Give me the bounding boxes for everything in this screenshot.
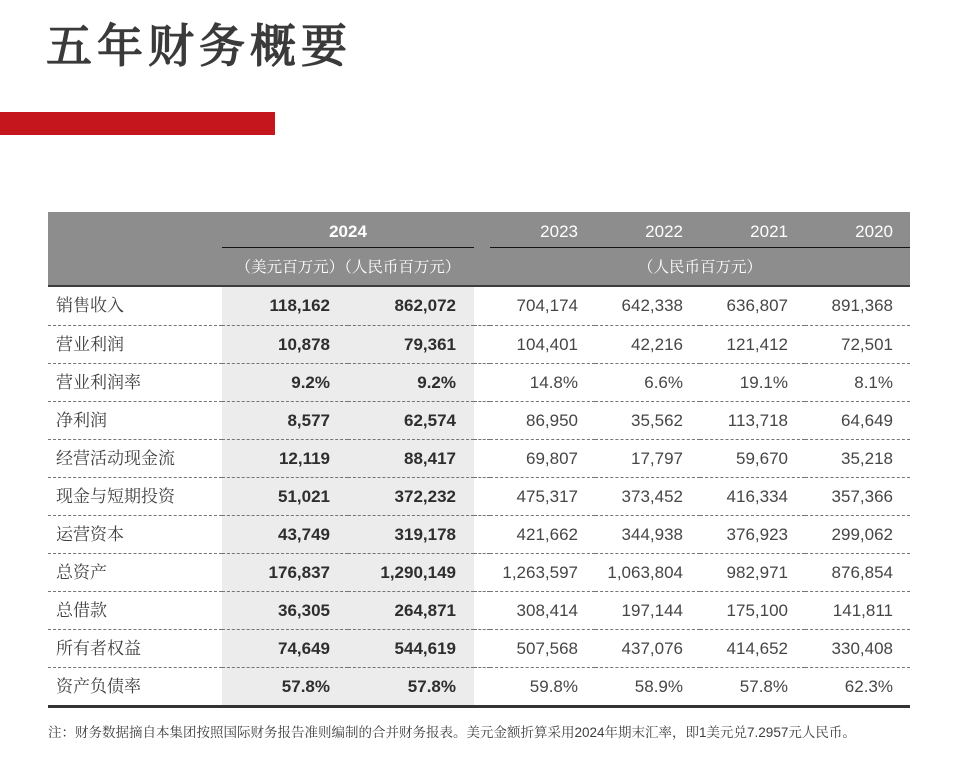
- cell-2022: 437,076: [595, 629, 700, 667]
- table-body: [48, 287, 910, 708]
- cell-2022: 6.6%: [595, 363, 700, 401]
- footnote: 注：财务数据摘自本集团按照国际财务报告准则编制的合并财务报表。美元金额折算采用2024年期末汇率，即1美元兑7.2957元人民币。: [48, 725, 856, 740]
- header-prior-unit: （人民币百万元）: [637, 259, 762, 276]
- cell-2024-usd: 57.8%: [222, 667, 348, 705]
- cell-2020: 8.1%: [805, 363, 910, 401]
- cell-2022: 58.9%: [595, 667, 700, 705]
- cell-2023: 69,807: [490, 439, 595, 477]
- cell-2024-rmb: 862,072: [348, 287, 474, 325]
- table-row: [48, 515, 910, 553]
- cell-2021: 414,652: [700, 629, 805, 667]
- row-label: 资产负债率: [48, 667, 222, 705]
- row-label: 现金与短期投资: [48, 477, 222, 515]
- table-row: [48, 439, 910, 477]
- table-row: [48, 553, 910, 591]
- table-row: [48, 629, 910, 667]
- cell-2024-rmb: 88,417: [348, 439, 474, 477]
- cell-2021: 59,670: [700, 439, 805, 477]
- row-label: 营业利润率: [48, 363, 222, 401]
- cell-2022: 42,216: [595, 325, 700, 363]
- table-header: [48, 212, 910, 287]
- column-gap: [474, 629, 490, 667]
- cell-2024-usd: 12,119: [222, 439, 348, 477]
- cell-2021: 113,718: [700, 401, 805, 439]
- row-label: 总借款: [48, 591, 222, 629]
- cell-2024-usd: 118,162: [222, 287, 348, 325]
- header-current-units: [222, 253, 474, 283]
- cell-2023: 14.8%: [490, 363, 595, 401]
- cell-2024-usd: 74,649: [222, 629, 348, 667]
- table-row: [48, 287, 910, 325]
- header-year-2023: 2023: [540, 222, 578, 241]
- cell-2021: 19.1%: [700, 363, 805, 401]
- column-gap: [474, 363, 490, 401]
- cell-2022: 344,938: [595, 515, 700, 553]
- cell-2021: 175,100: [700, 591, 805, 629]
- cell-2020: 141,811: [805, 591, 910, 629]
- header-rmb-unit: （人民币百万元）: [344, 259, 461, 276]
- cell-2024-rmb: 62,574: [348, 401, 474, 439]
- cell-2024-rmb: 79,361: [348, 325, 474, 363]
- header-year-2022: 2022: [645, 222, 683, 241]
- table-row: [48, 401, 910, 439]
- cell-2024-rmb: 57.8%: [348, 667, 474, 705]
- cell-2021: 982,971: [700, 553, 805, 591]
- row-label: 净利润: [48, 401, 222, 439]
- cell-2024-rmb: 9.2%: [348, 363, 474, 401]
- cell-2024-rmb: 1,290,149: [348, 553, 474, 591]
- cell-2020: 330,408: [805, 629, 910, 667]
- header-prior-years: [490, 219, 910, 245]
- cell-2024-rmb: 264,871: [348, 591, 474, 629]
- cell-2024-usd: 9.2%: [222, 363, 348, 401]
- column-gap: [474, 287, 490, 325]
- cell-2022: 197,144: [595, 591, 700, 629]
- table-row: [48, 477, 910, 515]
- header-current-year: 2024: [329, 222, 367, 241]
- table-row: [48, 363, 910, 401]
- cell-2022: 17,797: [595, 439, 700, 477]
- cell-2024-rmb: 544,619: [348, 629, 474, 667]
- cell-2024-rmb: 372,232: [348, 477, 474, 515]
- table-row: [48, 325, 910, 363]
- cell-2020: 64,649: [805, 401, 910, 439]
- row-label: 所有者权益: [48, 629, 222, 667]
- cell-2024-usd: 43,749: [222, 515, 348, 553]
- column-gap: [474, 477, 490, 515]
- table-row: [48, 667, 910, 705]
- cell-2020: 299,062: [805, 515, 910, 553]
- column-gap: [474, 591, 490, 629]
- cell-2021: 121,412: [700, 325, 805, 363]
- cell-2023: 704,174: [516, 296, 578, 315]
- column-gap: [474, 401, 490, 439]
- column-gap: [474, 325, 490, 363]
- cell-2022: 35,562: [595, 401, 700, 439]
- header-year-2021: 2021: [750, 222, 788, 241]
- cell-2020: 357,366: [805, 477, 910, 515]
- column-gap: [474, 439, 490, 477]
- cell-2022: 373,452: [595, 477, 700, 515]
- cell-2024-usd: 51,021: [222, 477, 348, 515]
- cell-2020: 72,501: [805, 325, 910, 363]
- cell-2024-usd: 10,878: [222, 325, 348, 363]
- row-label: 运营资本: [48, 515, 222, 553]
- cell-2022: 642,338: [621, 296, 683, 315]
- cell-2021: 57.8%: [700, 667, 805, 705]
- cell-2020: 876,854: [805, 553, 910, 591]
- cell-2021: 636,807: [726, 296, 788, 315]
- five-year-financial-table: [48, 212, 910, 708]
- row-label: 经营活动现金流: [48, 439, 222, 477]
- page-title: 五年财务概要: [46, 20, 352, 72]
- header-year-2020: 2020: [855, 222, 893, 241]
- cell-2020: 891,368: [831, 296, 893, 315]
- cell-2023: 475,317: [490, 477, 595, 515]
- cell-2023: 308,414: [490, 591, 595, 629]
- cell-2020: 62.3%: [805, 667, 910, 705]
- header-underline-current: [222, 247, 474, 248]
- table-row: [48, 591, 910, 629]
- cell-2024-rmb: 319,178: [348, 515, 474, 553]
- row-label: 总资产: [48, 553, 222, 591]
- cell-2021: 376,923: [700, 515, 805, 553]
- cell-2023: 507,568: [490, 629, 595, 667]
- column-gap: [474, 515, 490, 553]
- cell-2023: 421,662: [490, 515, 595, 553]
- cell-2023: 86,950: [490, 401, 595, 439]
- cell-2024-usd: 176,837: [222, 553, 348, 591]
- header-usd-unit: （美元百万元）: [235, 259, 345, 276]
- cell-2023: 104,401: [490, 325, 595, 363]
- row-label: 销售收入: [56, 296, 124, 315]
- cell-2020: 35,218: [805, 439, 910, 477]
- row-label: 营业利润: [48, 325, 222, 363]
- cell-2022: 1,063,804: [595, 553, 700, 591]
- column-gap: [474, 553, 490, 591]
- accent-red-bar: [0, 112, 275, 135]
- cell-2021: 416,334: [700, 477, 805, 515]
- cell-2023: 1,263,597: [490, 553, 595, 591]
- cell-2023: 59.8%: [490, 667, 595, 705]
- header-underline-prior: [490, 247, 910, 248]
- column-gap: [474, 667, 490, 705]
- cell-2024-usd: 8,577: [222, 401, 348, 439]
- cell-2024-usd: 36,305: [222, 591, 348, 629]
